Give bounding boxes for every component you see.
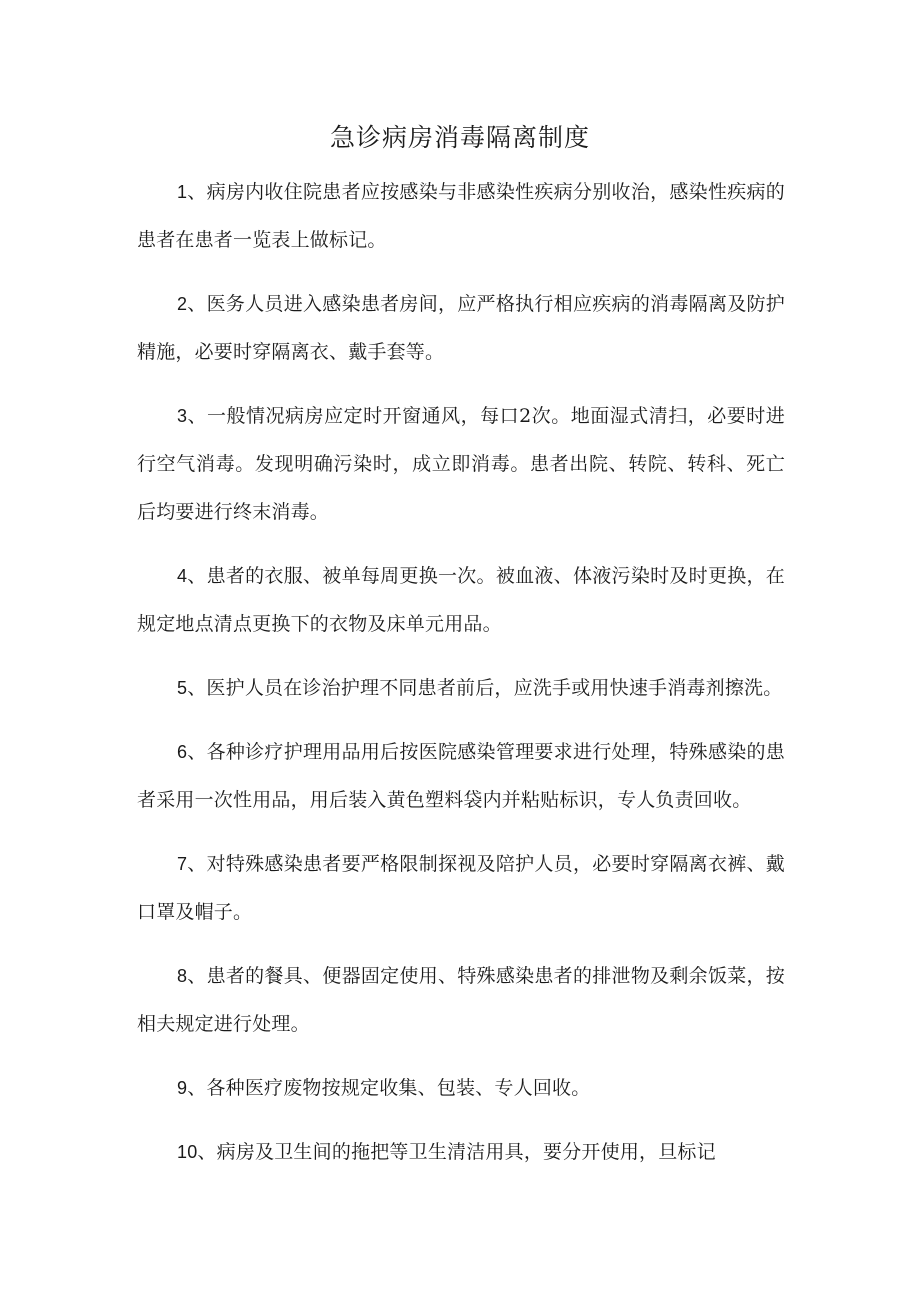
paragraph-9 <box>137 1064 785 1112</box>
paragraph-number: 5 <box>177 678 188 698</box>
paragraph-text: 、各种诊疗护理用品用后按医院感染管理要求进行处理，特殊感染的患者采用一次性用品，用后装入黄色塑料袋内并粘贴标识，专人负责回收。 <box>137 741 785 811</box>
paragraph-text: 、病房及卫生间的拖把等卫生清洁用具，要分开使用，旦标记 <box>197 1141 716 1163</box>
paragraph-number: 9 <box>177 1078 188 1098</box>
paragraph-text: 、对特殊感染患者要严格限制探视及陪护人员，必要时穿隔离衣裤、戴口罩及帽子。 <box>137 853 785 923</box>
paragraph-8 <box>137 952 785 1048</box>
paragraph-7 <box>137 840 785 936</box>
paragraph-5 <box>137 664 785 712</box>
paragraph-text: 、患者的衣服、被单每周更换一次。被血液、体液污染时及时更换，在规定地点清点更换下的衣物及床单元用品。 <box>137 565 785 635</box>
paragraph-number: 8 <box>177 966 188 986</box>
paragraph-text: 、医护人员在诊治护理不同患者前后，应洗手或用快速手消毒剂擦洗。 <box>187 677 783 699</box>
paragraph-number: 1 <box>177 182 188 202</box>
paragraph-2 <box>137 280 785 376</box>
paragraph-number: 7 <box>177 854 188 874</box>
paragraph-number: 3 <box>177 406 188 426</box>
paragraph-text: 、患者的餐具、便器固定使用、特殊感染患者的排泄物及剩余饭菜，按相夫规定进行处理。 <box>137 965 785 1035</box>
document-title: 急诊病房消毒隔离制度 <box>329 123 590 152</box>
paragraph-number: 2 <box>177 294 188 314</box>
paragraph-3 <box>137 392 785 536</box>
paragraph-6 <box>137 728 785 824</box>
paragraph-4 <box>137 552 785 648</box>
paragraph-text: 、医务人员进入感染患者房间，应严格执行相应疾病的消毒隔离及防护精施，必要时穿隔离衣、戴手套等。 <box>137 293 785 363</box>
document-body <box>137 168 785 1192</box>
paragraph-number: 4 <box>177 566 188 586</box>
paragraph-number: 6 <box>177 742 188 762</box>
paragraph-text: 、各种医疗废物按规定收集、包装、专人回收。 <box>187 1077 591 1099</box>
paragraph-10 <box>137 1128 785 1176</box>
paragraph-number: 10 <box>177 1142 198 1162</box>
paragraph-text: 、一般情况病房应定时开窗通风，每口2次。地面湿式清扫，必要时进行空气消毒。发现明确污染时，成立即消毒。患者出院、转院、转科、死亡后均要进行终末消毒。 <box>137 405 785 523</box>
paragraph-1 <box>137 168 785 264</box>
paragraph-text: 、病房内收住院患者应按感染与非感染性疾病分别收治，感染性疾病的患者在患者一览表上做标记。 <box>137 181 785 251</box>
